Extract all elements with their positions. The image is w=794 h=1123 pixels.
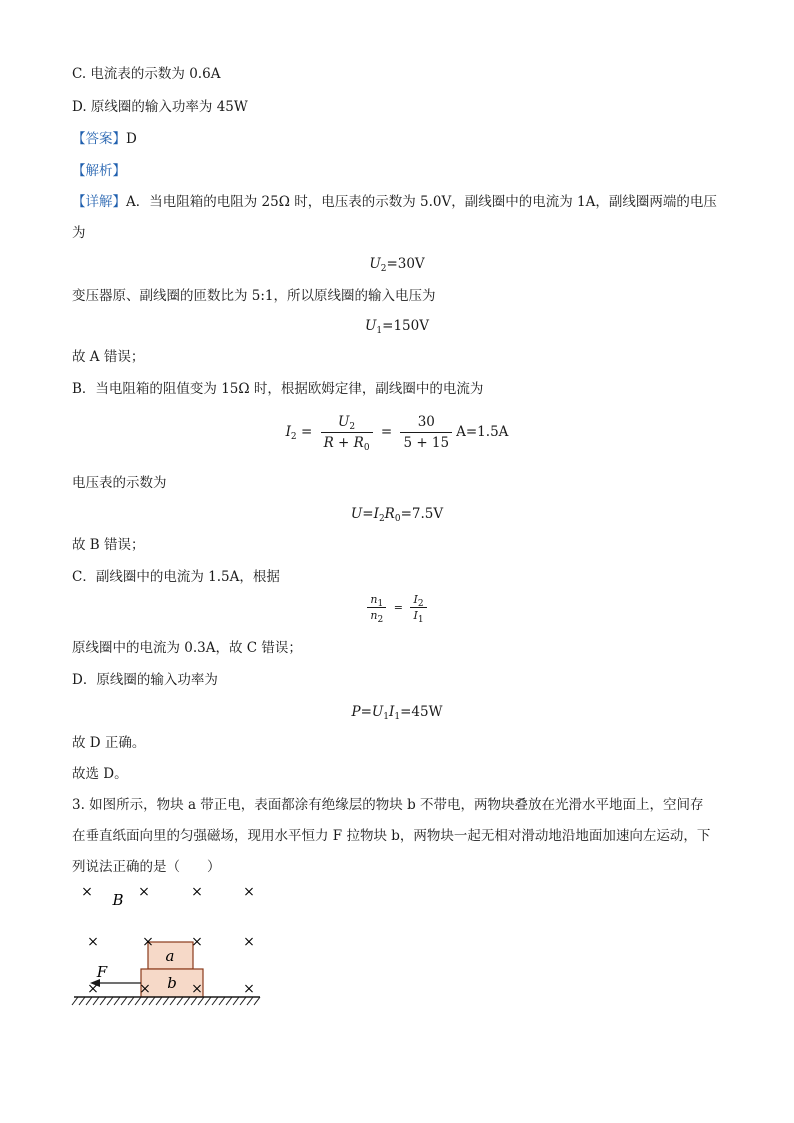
frac1-den-b-sub: 0 — [363, 443, 370, 453]
eq-p-eq: = — [360, 704, 372, 720]
ratio-i2: I — [413, 593, 418, 606]
eq-p-rhs: =45W — [400, 704, 443, 720]
answer-label: 【答案】 — [72, 131, 126, 147]
eq-u-rhs: =7.5V — [400, 506, 444, 522]
a-conclusion: 故 A 错误； — [72, 349, 145, 365]
block-a-label: a — [165, 947, 175, 965]
eq-u-c: R — [384, 506, 395, 522]
question3-line3: 列说法正确的是（ ） — [72, 859, 221, 875]
ratio-n1-sub: 1 — [377, 599, 384, 609]
eq-p-i-sub: 1 — [394, 712, 401, 722]
answer-value: D — [126, 131, 137, 147]
cross-mark: × — [191, 884, 203, 900]
eq-u2-rhs: =30V — [386, 256, 425, 272]
c-text: C．副线圈中的电流为 1.5A，根据 — [72, 569, 280, 585]
ground-hatching — [72, 997, 260, 1005]
voltmeter-text: 电压表的示数为 — [72, 475, 167, 491]
cross-mark: × — [243, 981, 255, 997]
b-text: B．当电阻箱的阻值变为 15Ω 时，根据欧姆定律，副线圈中的电流为 — [72, 381, 484, 397]
b-conclusion: 故 B 错误； — [72, 537, 145, 553]
frac1-den-plus: + — [333, 435, 354, 451]
cross-mark: × — [139, 981, 151, 997]
eq-u-b-sub: 2 — [378, 514, 385, 524]
cross-mark: × — [191, 981, 203, 997]
ratio-equals: = — [390, 601, 407, 614]
cross-mark: × — [243, 934, 255, 950]
eq-u2-symbol: U — [369, 256, 381, 272]
eq-u1-symbol: U — [365, 318, 377, 334]
equation-ratio — [0, 592, 794, 623]
eq-p-sym: P — [351, 704, 361, 720]
analysis-line — [72, 161, 126, 181]
eq-p-u-sub: 1 — [383, 712, 390, 722]
d-conclusion: 故 D 正确。 — [72, 735, 146, 751]
eq-i2-result: A=1.5A — [456, 424, 509, 440]
equation-p — [0, 702, 794, 722]
cross-mark: × — [142, 934, 154, 950]
detail-a-line1 — [72, 192, 717, 212]
equation-u1 — [0, 316, 794, 336]
eq-u-b: I — [373, 506, 379, 522]
eq-i2-lhs-sub: 2 — [290, 432, 297, 442]
eq-u1-rhs: =150V — [382, 318, 429, 334]
d-text: D．原线圈的输入功率为 — [72, 672, 218, 688]
fraction-n1-over-n2 — [367, 592, 386, 623]
question3-line2: 在垂直纸面向里的匀强磁场，现用水平恒力 F 拉物块 b，两物块一起无相对滑动地沿地面加速向左运动，下 — [72, 828, 711, 844]
field-label-b: B — [112, 891, 124, 909]
option-d: D. 原线圈的输入功率为 45W — [72, 99, 248, 115]
figure-magnetic-field-blocks — [60, 875, 280, 1015]
cross-mark: × — [243, 884, 255, 900]
ratio-text: 变压器原、副线圈的匝数比为 5:1，所以原线圈的输入电压为 — [72, 288, 436, 304]
block-b-label: b — [167, 974, 177, 992]
equation-i2 — [0, 412, 794, 453]
frac1-num-sub: 2 — [349, 422, 356, 432]
eq-p-u: U — [371, 704, 384, 720]
eq-i2-equals-2: = — [376, 424, 397, 440]
cross-mark: × — [191, 934, 203, 950]
frac1-den-b: R — [353, 435, 364, 451]
fraction-30-over-20 — [400, 412, 452, 453]
analysis-label: 【解析】 — [72, 163, 126, 179]
cross-mark: × — [138, 884, 150, 900]
cross-mark: × — [81, 884, 93, 900]
eq-p-i: I — [389, 704, 395, 720]
frac2-num: 30 — [400, 412, 452, 433]
eq-i2-equals: = — [296, 424, 317, 440]
option-c: C. 电流表的示数为 0.6A — [72, 66, 221, 82]
fraction-u2-over-r — [321, 412, 373, 453]
answer-line — [72, 129, 137, 149]
detail-label: 【详解】 — [72, 194, 126, 210]
question3-line1: 3. 如图所示，物块 a 带正电，表面都涂有绝缘层的物块 b 不带电，两物块叠放在光滑水平地面上，空间存 — [72, 797, 704, 813]
ratio-i1-sub: 1 — [417, 615, 424, 625]
ratio-i2-sub: 2 — [417, 599, 424, 609]
frac2-den: 5 + 15 — [403, 435, 450, 451]
ratio-i1: I — [413, 609, 418, 622]
eq-u-eq: = — [362, 506, 374, 522]
detail-a-text: A．当电阻箱的电阻为 25Ω 时，电压表的示数为 5.0V，副线圈中的电流为 1A，副线圈两端的电压 — [126, 194, 717, 210]
eq-u-c-sub: 0 — [394, 514, 401, 524]
eq-u-a: U — [350, 506, 363, 522]
equation-u — [0, 504, 794, 524]
cross-mark: × — [87, 981, 99, 997]
cross-mark: × — [87, 934, 99, 950]
eq-i2-lhs: I — [285, 424, 291, 440]
frac1-den-a: R — [323, 435, 334, 451]
fraction-i2-over-i1 — [410, 592, 426, 623]
ratio-n2: n — [370, 609, 378, 622]
force-label-f: F — [96, 963, 108, 981]
ratio-n1: n — [370, 593, 378, 606]
ratio-n2-sub: 2 — [377, 615, 384, 625]
detail-a-line2: 为 — [72, 225, 86, 241]
eq-u1-sub: 1 — [376, 326, 383, 336]
eq-u2-sub: 2 — [380, 264, 387, 274]
final-answer: 故选 D。 — [72, 766, 128, 782]
equation-u2 — [0, 254, 794, 274]
frac1-num: U — [337, 414, 350, 430]
c-result: 原线圈中的电流为 0.3A，故 C 错误； — [72, 640, 302, 656]
